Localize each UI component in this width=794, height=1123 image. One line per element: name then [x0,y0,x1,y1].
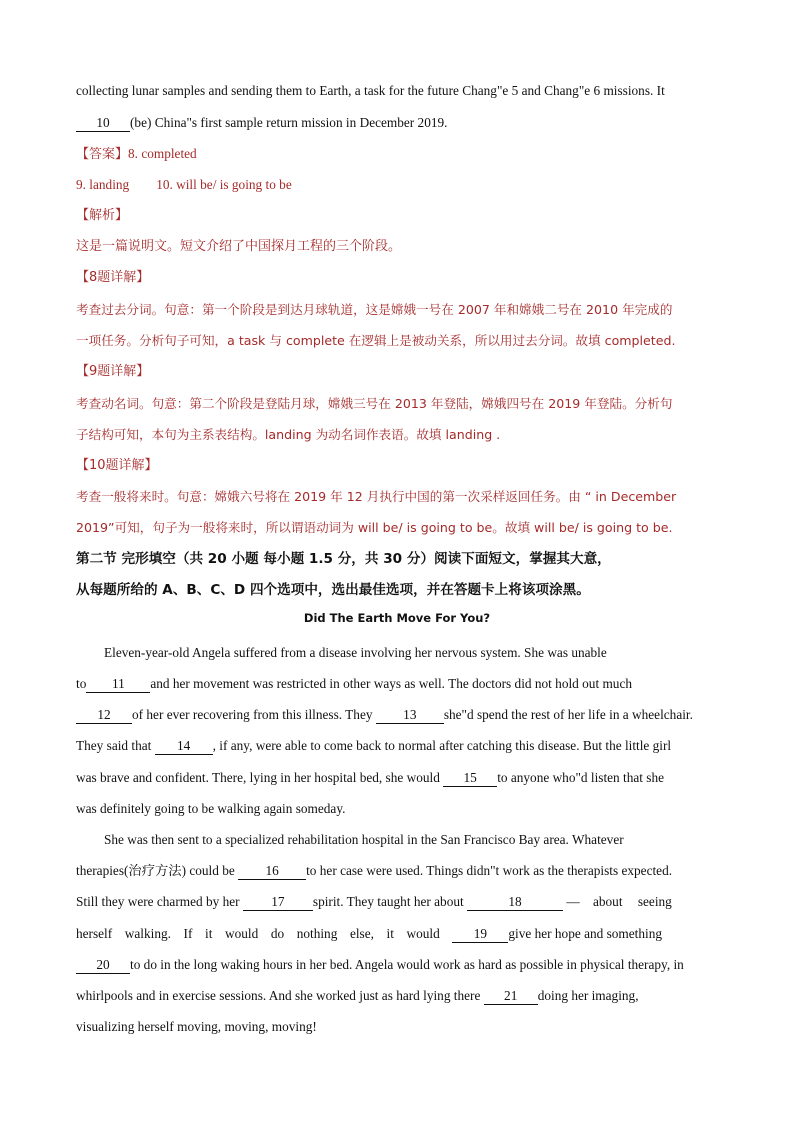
answer-label: 【答案】 [76,147,129,162]
passage-line [76,674,632,694]
passage-line: collecting lunar samples and sending them to Earth, a task for the future Chang"e 5 and Chang"e 6 missions. It [76,83,665,98]
passage-word: do [270,926,285,941]
blank-21: 21 [484,988,538,1005]
q8-detail-line: 一项任务。分析句子可知，a task 与 complete 在逻辑上是被动关系，所以用过去分词。故填 completed. [76,333,676,348]
passage-text: doing her imaging, [537,988,639,1003]
blank-19: 19 [452,926,508,943]
blank-12: 12 [76,707,132,724]
blank-14: 14 [155,738,213,755]
passage-text: was brave and confident. There, lying in her hospital bed, she would [76,770,440,785]
q9-label: 【9题详解】 [76,364,150,379]
q9-detail-line: 子结构可知，本句为主系表结构。landing 为动名词作表语。故填 landing . [76,427,501,442]
analysis-label: 【解析】 [76,208,129,223]
passage-line [76,924,662,944]
passage-word: nothing [296,926,338,941]
blank-13: 13 [376,707,444,724]
passage-text: to do in the long waking hours in her bed. Angela would work as hard as possible in physical therapy, in [130,957,684,972]
q10-detail-line: 2019”可知，句子为一般将来时，所以谓语动词为 will be/ is going to be。故填 will be/ is going to be. [76,520,673,535]
answer-8: 8. completed [128,146,197,161]
passage-line: was definitely going to be walking again someday. [76,801,346,816]
passage-word: it [386,926,394,941]
blank-17: 17 [243,894,313,911]
blank-10: 10 [76,115,130,132]
passage-line [76,955,684,975]
answer-9: 9. landing [76,177,130,192]
q10-detail-line: 考查一般将来时。句意：嫦娥六号将在 2019 年 12 月执行中国的第一次采样返回任务。由 “ in December [76,489,677,504]
passage-word: walking. [124,926,171,941]
passage-line [76,113,447,133]
passage-text: They said that [76,738,152,753]
passage-word: would [224,926,259,941]
q8-detail-line: 考查过去分词。句意：第一个阶段是到达月球轨道，这是嫦娥一号在 2007 年和嫦娥二号在 2010 年完成的 [76,302,673,317]
passage-text: therapies(治疗方法) could be [76,863,235,878]
analysis-summary: 这是一篇说明文。短文介绍了中国探月工程的三个阶段。 [76,239,402,254]
q8-label: 【8题详解】 [76,270,150,285]
blank-11: 11 [86,676,150,693]
passage-line [76,861,672,881]
answer-line [76,144,197,165]
passage-word: else, [349,926,374,941]
passage-text: spirit. They taught her about [312,894,464,909]
passage-text: Still they were charmed by her [76,894,240,909]
section-heading-line: 从每题所给的 A、B、C、D 四个选项中，选出最佳选项，并在答题卡上将该项涂黑。 [76,582,590,598]
blank-16: 16 [238,863,306,880]
blank-18: 18 [467,894,563,911]
passage-text: whirlpools and in exercise sessions. And she worked just as hard lying there [76,988,481,1003]
passage-text: give her hope and something [508,926,662,941]
answer-line [76,175,292,195]
passage-text: — [566,894,580,909]
blank-20: 20 [76,957,130,974]
passage-text: (be) China"s first sample return mission in December 2019. [130,115,448,130]
passage-text: to her case were used. Things didn"t work as the therapists expected. [306,863,673,878]
passage-word: herself [76,926,113,941]
answer-10: 10. will be/ is going to be [156,177,292,192]
passage-line: visualizing herself moving, moving, moving! [76,1019,317,1034]
passage-text: and her movement was restricted in other ways as well. The doctors did not hold out much [150,676,632,691]
passage-text: she"d spend the rest of her life in a wheelchair. [443,707,693,722]
passage-line: Eleven-year-old Angela suffered from a disease involving her nervous system. She was unable [104,645,607,660]
section-heading-line: 第二节 完形填空（共 20 小题 每小题 1.5 分，共 30 分）阅读下面短文，掌握其大意， [76,551,611,567]
passage-text: seeing [637,894,672,909]
passage-text: of her ever recovering from this illness. They [132,707,373,722]
passage-line [76,736,671,756]
passage-text: , if any, were able to come back to normal after catching this disease. But the little girl [212,738,672,753]
passage-text: about [592,894,623,909]
q10-label: 【10题详解】 [76,458,158,473]
passage-line [76,986,639,1006]
passage-line [76,705,693,725]
passage-line [76,768,664,788]
passage-line [76,892,672,912]
passage-word: would [406,926,440,941]
blank-15: 15 [443,770,497,787]
passage-text: to [76,676,87,691]
passage-text: to anyone who"d listen that she [497,770,664,785]
passage-line: She was then sent to a specialized rehabilitation hospital in the San Francisco Bay area. Whatever [104,832,624,847]
passage-word: it [205,926,213,941]
passage-title: Did The Earth Move For You? [303,611,491,625]
passage-word: If [183,926,193,941]
q9-detail-line: 考查动名词。句意：第二个阶段是登陆月球，嫦娥三号在 2013 年登陆，嫦娥四号在 2019 年登陆。分析句 [76,396,673,411]
